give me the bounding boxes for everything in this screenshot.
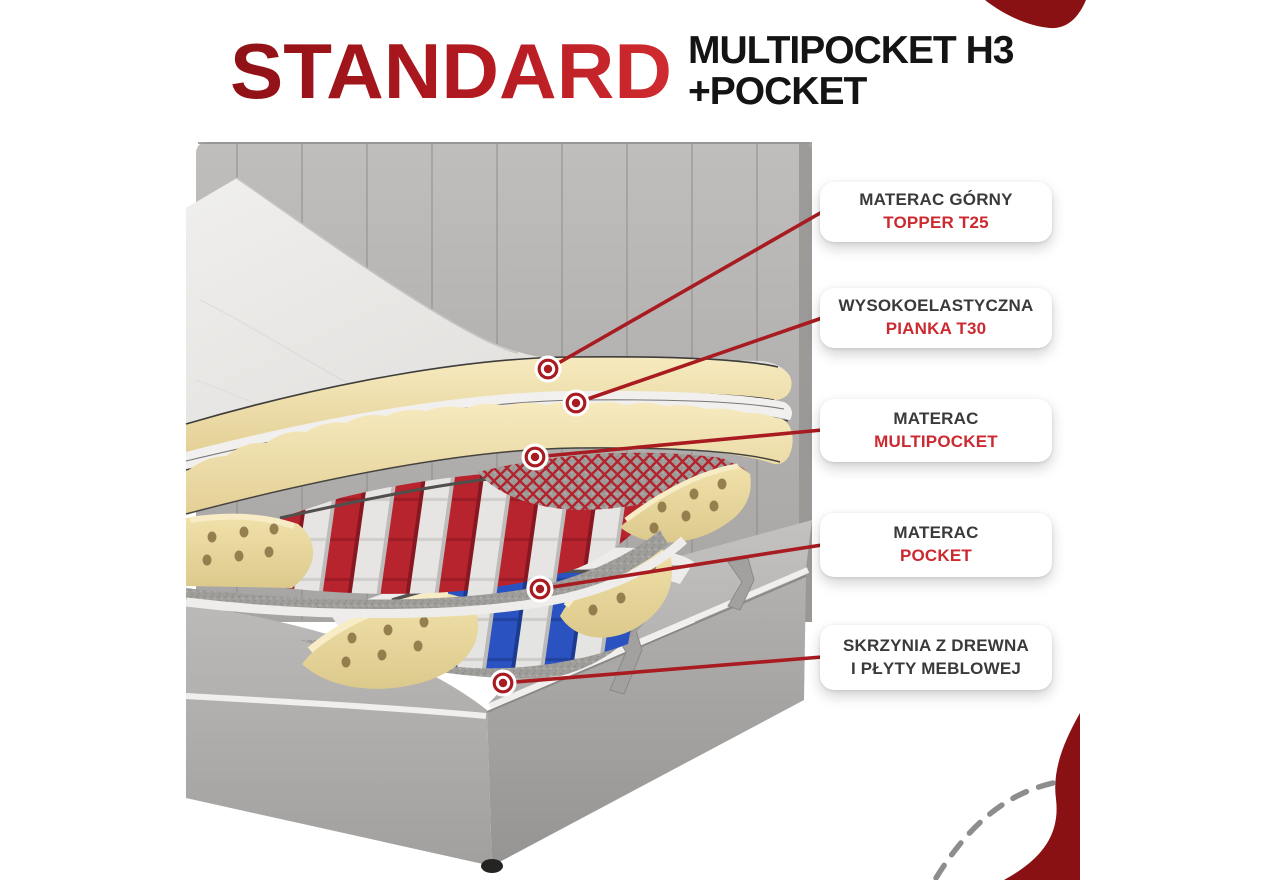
layer-marker-pianka (563, 390, 590, 417)
callout-line2: TOPPER T25 (883, 213, 989, 232)
callout-line1: WYSOKOELASTYCZNA (838, 296, 1034, 316)
bed-cutaway-illustration (0, 130, 1080, 880)
layer-marker-multipocket (522, 444, 549, 471)
callout-skrzynia (820, 625, 1052, 690)
corner-blob-top-right (985, 0, 1086, 28)
collection-name: STANDARD (230, 28, 672, 115)
layer-marker-skrzynia (490, 670, 517, 697)
callout-materac-gorny (820, 182, 1052, 242)
collection-title (228, 28, 698, 120)
layer-marker-pocket (527, 576, 554, 603)
callout-line2: PIANKA T30 (885, 319, 987, 338)
callout-pocket (820, 513, 1052, 577)
model-line2: +POCKET (688, 70, 867, 113)
callout-multipocket (820, 399, 1052, 462)
bed-foot (481, 859, 503, 873)
callout-line2: POCKET (899, 546, 973, 565)
callout-line1: MATERAC (893, 523, 979, 543)
layer-marker-topper (535, 356, 562, 383)
model-title (688, 30, 1013, 112)
callout-pianka-t30 (820, 288, 1052, 348)
model-line1: MULTIPOCKET H3 (688, 29, 1014, 72)
callout-line2: MULTIPOCKET (874, 431, 998, 451)
callout-line1: MATERAC GÓRNY (859, 190, 1013, 210)
callout-line1: SKRZYNIA Z DREWNA (843, 635, 1029, 655)
callout-line2: I PŁYTY MEBLOWEJ (850, 658, 1022, 678)
callout-line1: MATERAC (893, 408, 979, 428)
